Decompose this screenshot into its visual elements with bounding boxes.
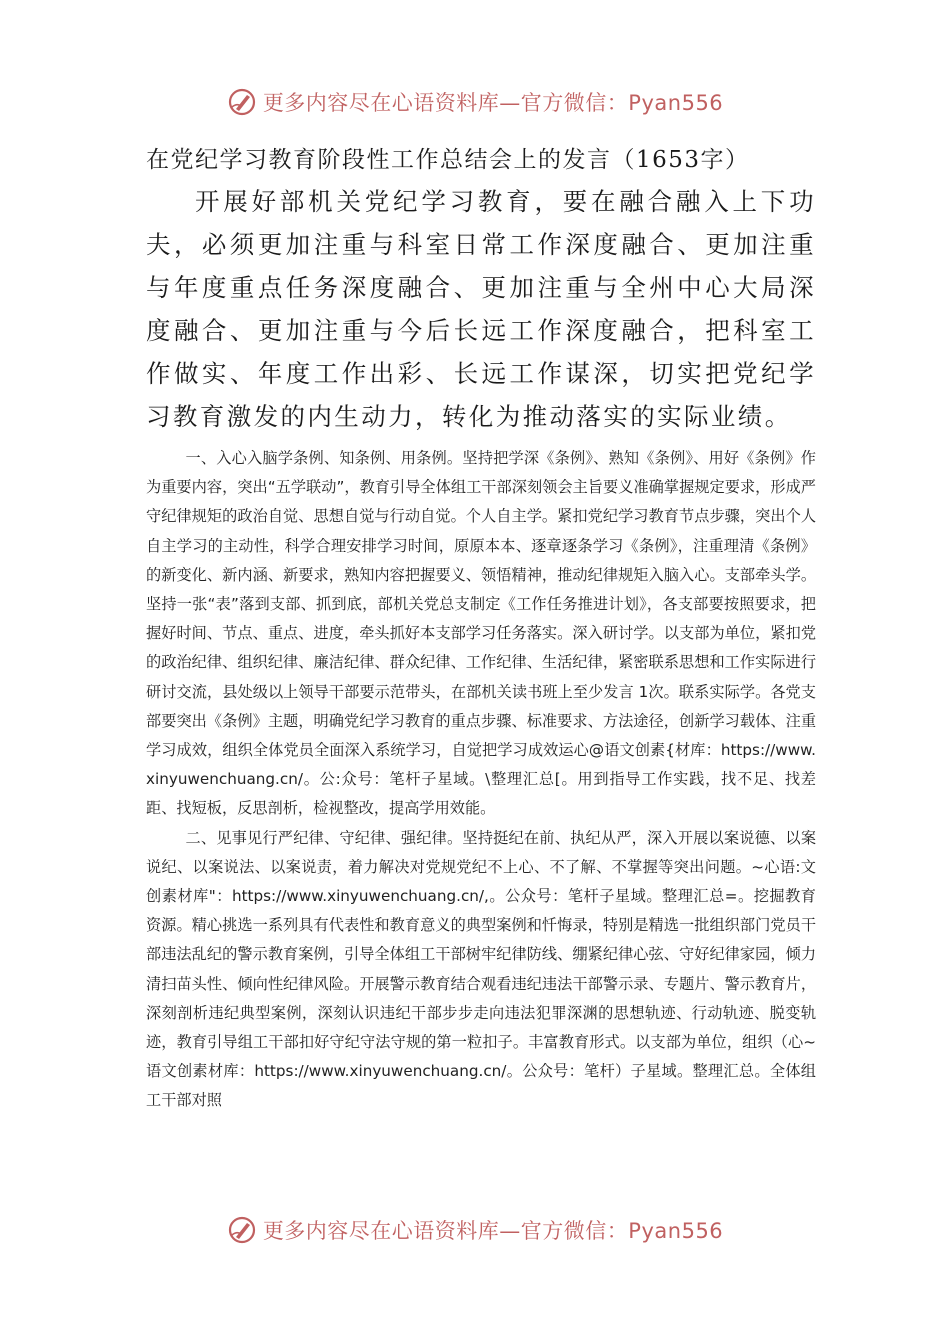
- body-paragraph-1: 一、入心入脑学条例、知条例、用条例。坚持把学深《条例》、熟知《条例》、用好《条例》作为重要内容，突出“五学联动”，教育引导全体组工干部深刻领会主旨要义准确掌握规定要求，形成严守纪律规矩的政治自觉、思想自觉与行动自觉。个人自主学。紧扣党纪学习教育节点步骤，突出个人自主学习的主动性，科学合理安排学习时间，原原本本、逐章逐条学习《条例》，注重理清《条例》的新变化、新内涵、新要求，熟知内容把握要义、领悟精神，推动纪律规矩入脑入心。支部牵头学。坚持一张“表”落到支部、抓到底，部机关党总支制定《工作任务推进计划》，各支部要按照要求，把握好时间、节点、重点、进度，牵头抓好本支部学习任务落实。深入研讨学。以支部为单位，紧扣党的政治纪律、组织纪律、廉洁纪律、群众纪律、工作纪律、生活纪律，紧密联系思想和工作实际进行研讨交流，县处级以上领导干部要示范带头，在部机关读书班上至少发言 1次。联系实际学。各党支部要突出《条例》主题，明确党纪学习教育的重点步骤、标准要求、方法途径，创新学习载体、注重学习成效，组织全体党员全面深入系统学习，自觉把学习成效运心@语文创素{材库：https://www.xinyuwenchuang.cn/。公:众号：笔杆子星域。\整理汇总[。用到指导工作实践，找不足、找差距、找短板，反思剖析，检视整改，提高学用效能。: [146, 449, 816, 818]
- watermark-banner-top: [0, 84, 950, 120]
- document-title: 在党纪学习教育阶段性工作总结会上的发言（1653字）: [146, 147, 750, 173]
- watermark-text-top: 更多内容尽在心语资料库—官方微信：Pyan556: [262, 91, 724, 115]
- watermark-text-bottom: 更多内容尽在心语资料库—官方微信：Pyan556: [262, 1219, 724, 1243]
- pen-logo-icon: [227, 87, 257, 117]
- body-paragraph-2: 二、见事见行严纪律、守纪律、强纪律。坚持挺纪在前、执纪从严，深入开展以案说德、以案说纪、以案说法、以案说责，着力解决对党规党纪不上心、不了解、不掌握等突出问题。~心语:文创素材库"：https://www.xinyuwenchuang.cn/,。公众号：笔杆子星域。整理汇总=。挖掘教育资源。精心挑选一系列具有代表性和教育意义的典型案例和忏悔录，特别是精选一批组织部门党员干部违法乱纪的警示教育案例，引导全体组工干部树牢纪律防线、绷紧纪律心弦、守好纪律家园，倾力清扫苗头性、倾向性纪律风险。开展警示教育结合观看违纪违法干部警示录、专题片、警示教育片，深刻剖析违纪典型案例，深刻认识违纪干部步步走向违法犯罪深渊的思想轨迹、行动轨迹、脱变轨迹，教育引导组工干部扣好守纪守法守规的第一粒扣子。丰富教育形式。以支部为单位，组织（心~语文创素材库：https://www.xinyuwenchuang.cn/。公众号：笔杆）子星域。整理汇总。全体组工干部对照: [146, 828, 816, 1110]
- watermark-banner-bottom: [0, 1212, 950, 1248]
- pen-logo-icon: [227, 1215, 257, 1245]
- document-body: [146, 140, 816, 1116]
- lead-paragraph: 开展好部机关党纪学习教育，要在融合融入上下功夫，必须更加注重与科室日常工作深度融合、更加注重与年度重点任务深度融合、更加注重与全州中心大局深度融合、更加注重与今后长远工作深度融合，把科室工作做实、年度工作出彩、长远工作谋深，切实把党纪学习教育激发的内生动力，转化为推动落实的实际业绩。: [146, 187, 816, 431]
